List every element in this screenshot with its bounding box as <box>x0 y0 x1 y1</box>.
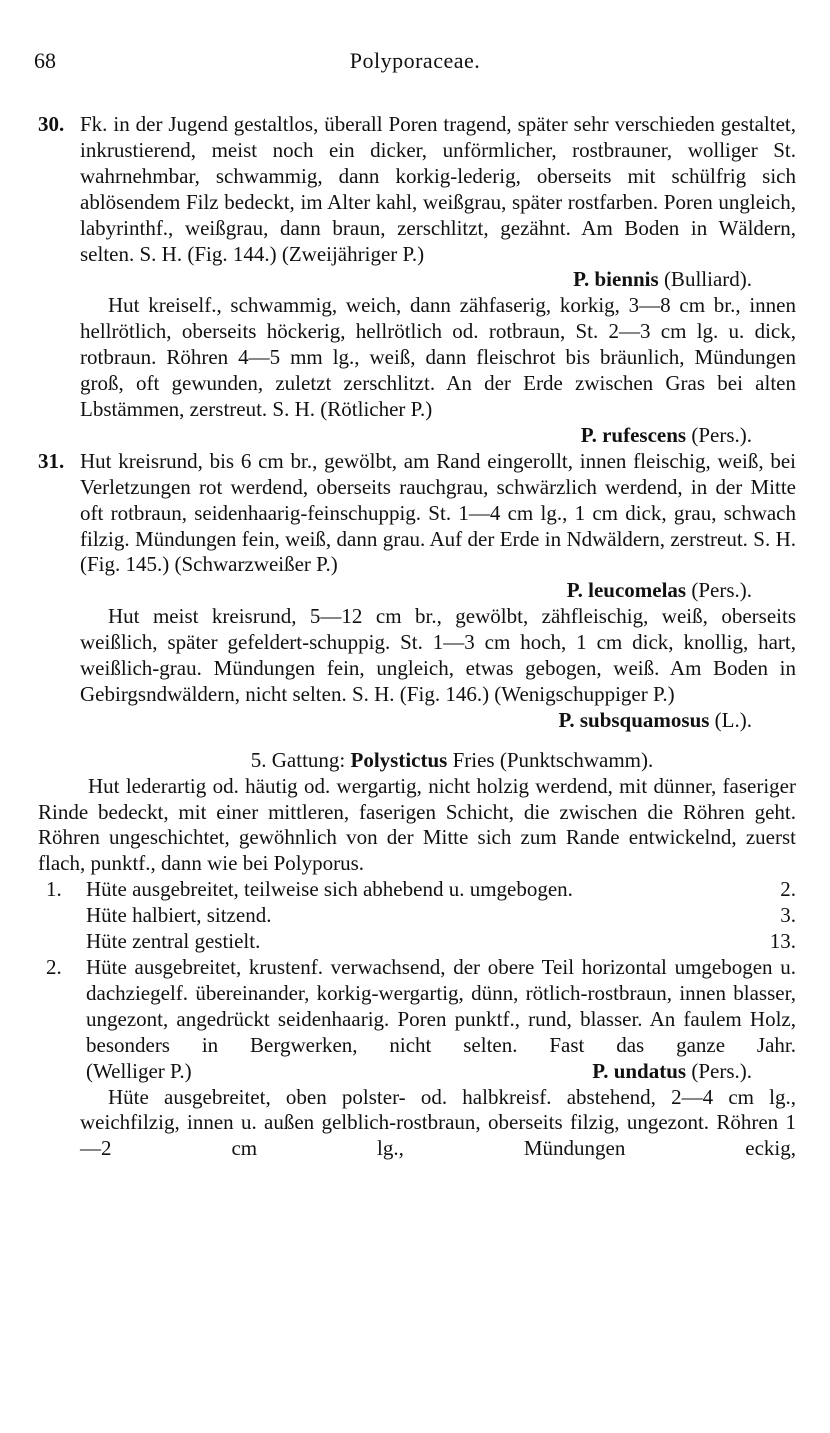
species-line <box>592 1059 752 1085</box>
species-line <box>38 267 796 293</box>
common-name: (Welliger P.) <box>86 1058 192 1083</box>
key-reference: 3. <box>780 903 796 928</box>
entry-number: 31. <box>38 448 65 473</box>
species-name: P. undatus <box>592 1058 687 1083</box>
entry-30-paragraph <box>38 112 796 267</box>
key-lead-1 <box>38 877 796 903</box>
key-reference: 13. <box>769 929 796 954</box>
genus-suffix: Fries (Punktschwamm). <box>452 747 654 772</box>
species-author: (Pers.). <box>691 578 752 603</box>
species-name: P. rufescens <box>580 422 687 447</box>
alt-species-paragraph: Hut meist kreisrund, 5—12 cm br., gewölbt, zähfleischig, weiß, oberseits weißlich, später gefeldert-schuppig. St. 1—3 cm hoch, 1 cm dick, knollig, hart, weißlich-grau. Mündungen fein, ungleich, etwas gebogen, weiß. Am Boden in Gebirgsndwäldern, nicht selten. S. H. (Fig. 146.) (Wenigschuppiger P.) <box>80 604 796 706</box>
running-head: Polyporaceae. <box>349 48 481 73</box>
key-lead-2-species <box>38 1059 796 1085</box>
page-content <box>38 112 796 1162</box>
key-text: Hüte ausgebreitet, teilweise sich abhebend u. umgebogen. <box>86 877 573 902</box>
genus-description: Hut lederartig od. häutig od. wergartig, nicht holzig werdend, mit dünner, faseriger Rinde bedeckt, mit einer mittleren, faserigen Schicht, die zwischen die Röhren geht. Röhren ungeschichtet, gewöhnlich von der Mitte sich zum Rande entwickelnd, zuerst flach, punktf., dann wie bei Polyporus. <box>38 773 796 876</box>
species-line <box>38 578 796 604</box>
species-name: P. leucomelas <box>566 578 687 603</box>
species-author: (Pers.). <box>691 1058 752 1083</box>
entry-number: 30. <box>38 112 65 136</box>
species-name: P. biennis <box>573 267 659 292</box>
key-lead-2 <box>38 955 796 1059</box>
key-lead-1c <box>38 929 796 955</box>
key-reference: 2. <box>780 877 796 902</box>
alt-species-paragraph: Hut kreiself., schwammig, weich, dann zähfaserig, korkig, 3—8 cm br., innen hellrötlich, oberseits höckerig, hellrötlich od. rotbraun, St. 2—3 cm lg. u. dick, rotbraun. Röhren 4—5 mm lg., weiß, dann fleischrot bis bräunlich, Mündungen groß, oft gewunden, zuletzt zerschlitzt. An der Erde zwischen Gras bei alten Lbstämmen, zerstreut. S. H. (Rötlicher P.) <box>80 293 796 421</box>
species-line <box>38 423 796 449</box>
genus-name: Polystictus <box>350 747 448 772</box>
page-header <box>34 48 796 80</box>
key-lead-1b <box>38 903 796 929</box>
page-number: 68 <box>34 48 56 73</box>
key-number: 1. <box>46 877 62 902</box>
key-text: Hüte zentral gestielt. <box>86 929 261 954</box>
species-line <box>38 708 796 734</box>
entry-text: Hut kreisrund, bis 6 cm br., gewölbt, am Rand eingerollt, innen fleischig, weiß, bei Verletzungen rot werdend, oberseits rauchgrau, schwärzlich werdend, in der Mitte oft rotbraun, seidenhaarig-feinschuppig. St. 1—4 cm lg., 1 cm dick, grau, schwach filzig. Mündungen fein, weiß, dann grau. Auf der Erde in Ndwäldern, zerstreut. S. H. (Fig. 145.) (Schwarzweißer P.) <box>80 448 796 577</box>
species-author: (Pers.). <box>691 422 752 447</box>
key-lead-2b: Hüte ausgebreitet, oben polster- od. halbkreisf. abstehend, 2—4 cm lg., weichfilzig, innen u. außen gelblich-rostbraun, oberseits filzig, ungezont. Röhren 1—2 cm lg., Mündungen eckig, <box>80 1084 796 1161</box>
key-text: Hüte ausgebreitet, krustenf. verwachsend, der obere Teil horizontal umgebogen u. dachziegelf. übereinander, korkig-wergartig, dünn, rötlich-rostbraun, innen blasser, ungezont, angedrückt seidenhaarig. Poren punktf., rund, blasser. An faulem Holz, besonders in Bergwerken, nicht selten. Fast das ganze Jahr. <box>86 955 796 1057</box>
species-author: (L.). <box>714 707 752 732</box>
key-text: Hüte halbiert, sitzend. <box>86 903 272 928</box>
entry-31-paragraph <box>38 449 796 579</box>
species-author: (Bulliard). <box>663 267 752 292</box>
species-name: P. subsquamosus <box>558 707 710 732</box>
key-number: 2. <box>46 955 62 979</box>
genus-heading <box>38 748 796 774</box>
genus-prefix: 5. Gattung: <box>250 747 346 772</box>
entry-text: Fk. in der Jugend gestaltlos, überall Poren tragend, später sehr verschieden gestaltet, inkrustierend, meist noch ein dicker, unförmlicher, rostbrauner, wolliger St. wahrnehmbar, schwammig, dann korkig-lederig, oberseits mit schülfrig sich ablösendem Filz bedeckt, im Alter kahl, weißgrau, später rostfarben. Poren ungleich, labyrinthf., weißgrau, dann braun, zerschlitzt, gezähnt. Am Boden in Wäldern, selten. S. H. (Fig. 144.) (Zweijähriger P.) <box>80 112 796 266</box>
